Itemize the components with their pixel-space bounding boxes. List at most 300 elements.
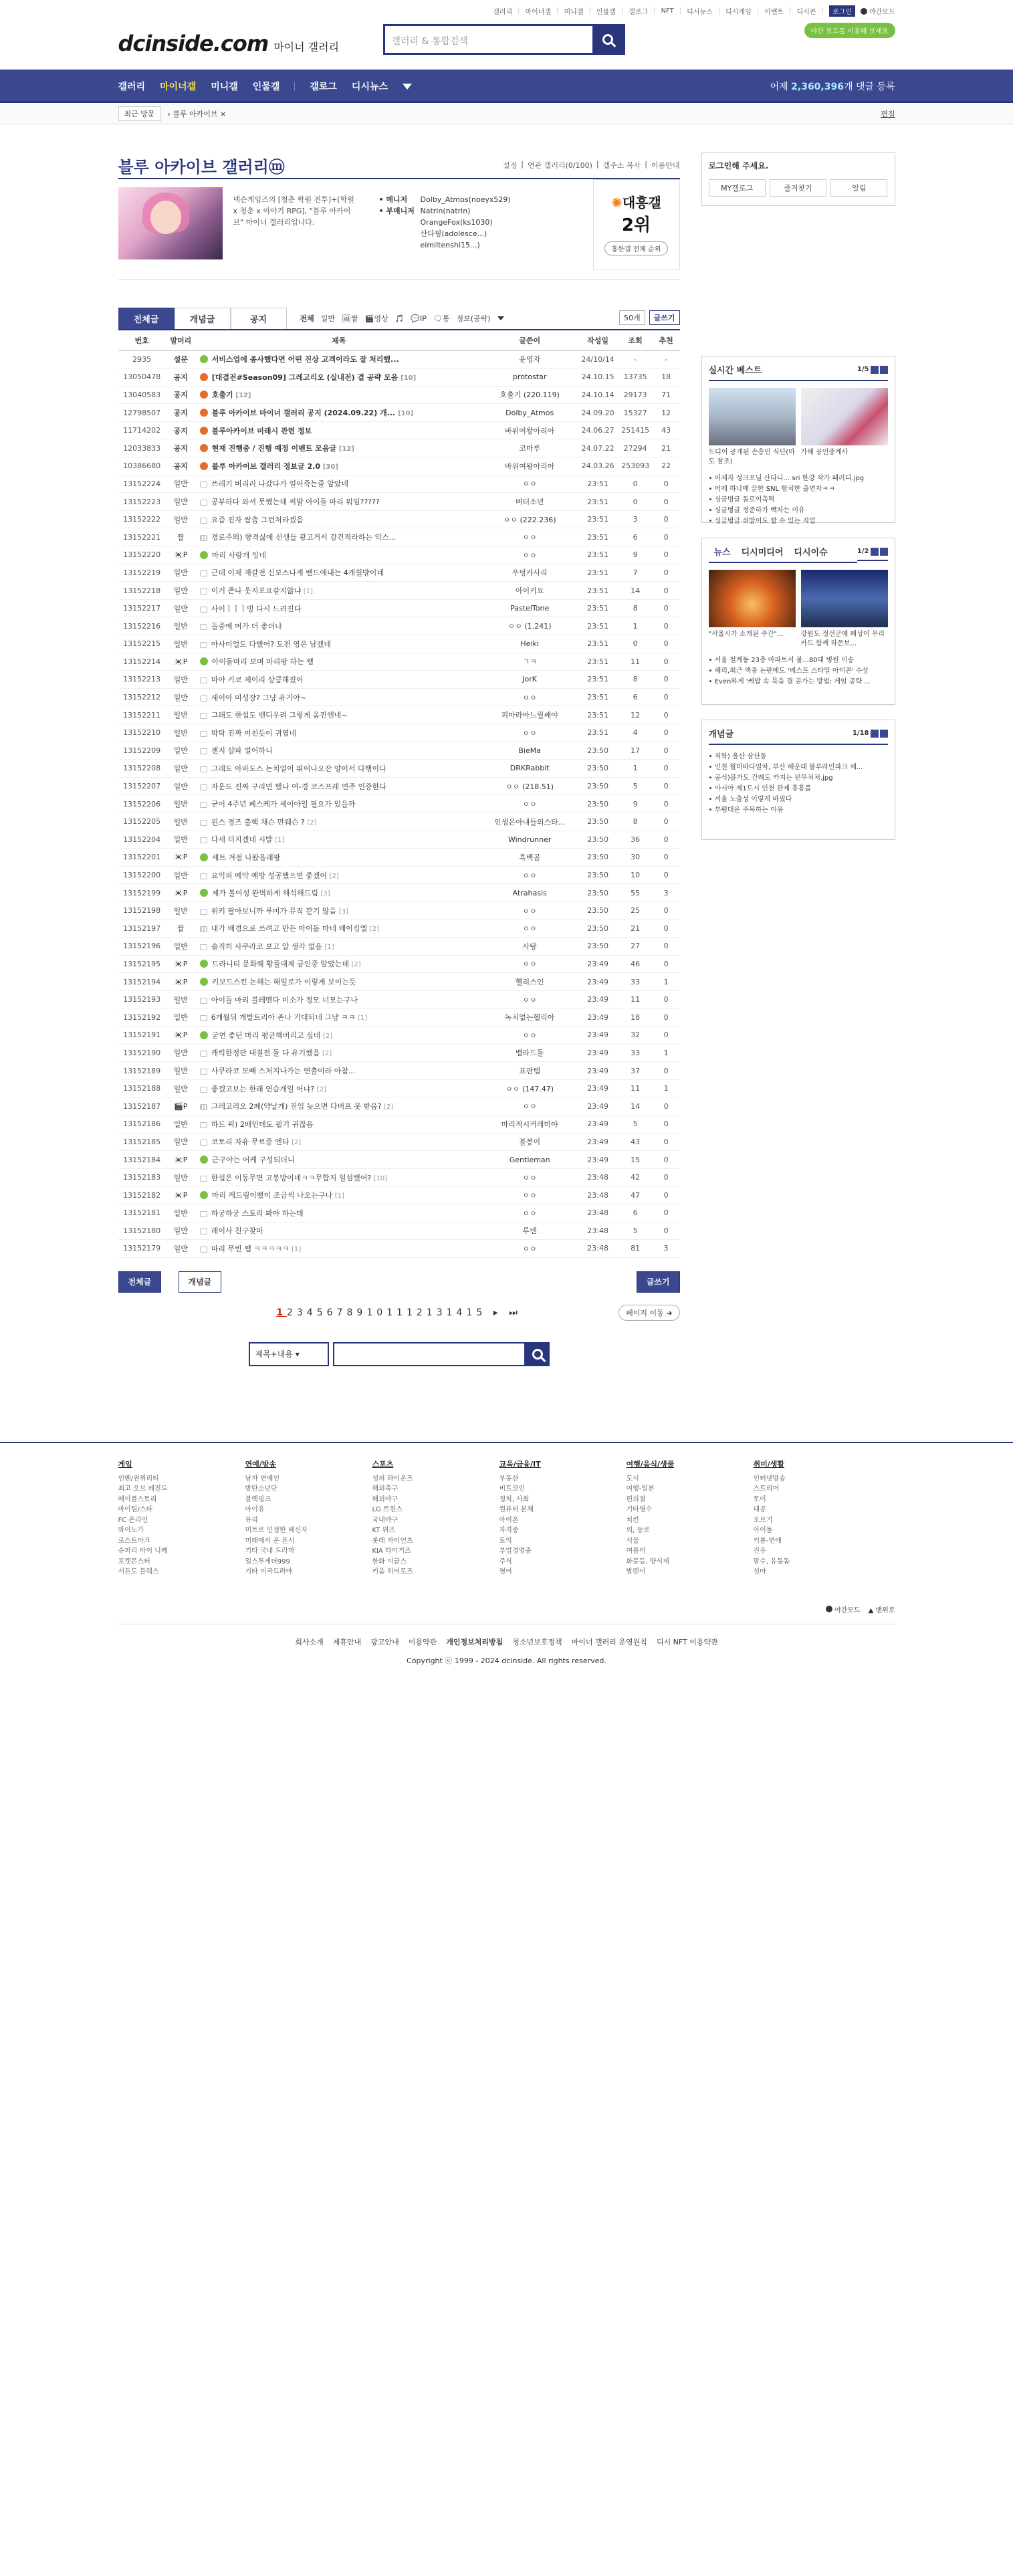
post-title-cell[interactable]	[196, 866, 482, 884]
post-title-cell[interactable]	[196, 938, 482, 956]
post-title-cell[interactable]	[196, 777, 482, 795]
post-writer[interactable]: ㅇㅇ	[482, 546, 578, 564]
footer-link[interactable]: 여름이	[626, 1547, 646, 1555]
footer-link[interactable]: 일스투게더999	[245, 1558, 290, 1566]
post-title[interactable]: 사이ㅣㅣㅣ빙 다시 느려진다	[211, 604, 302, 613]
tab-all[interactable]: 전체글	[118, 308, 175, 329]
footer-link[interactable]: 서든도 블렉스	[118, 1568, 159, 1576]
footer-link[interactable]: 해외야구	[372, 1495, 399, 1503]
post-title[interactable]: 근구야는 어케 구성되더니	[211, 1156, 295, 1165]
post-title-cell[interactable]	[196, 920, 482, 938]
post-title[interactable]: 그레고리오 2페(약날개) 진입 늦으면 다버프 못 받음?	[211, 1102, 382, 1111]
post-title[interactable]: 젠지 샵파 얼어하니	[211, 746, 273, 756]
post-title-cell[interactable]	[196, 688, 482, 706]
post-writer[interactable]: Atrahasis	[482, 884, 578, 902]
post-title[interactable]: 내가 배경으로 쓰려고 만든 아이돌 마네 배이킹엘	[211, 924, 368, 934]
post-title-cell[interactable]	[196, 831, 482, 849]
post-writer[interactable]: 뱀라드돌	[482, 1044, 578, 1062]
chevron-down-icon[interactable]	[497, 316, 504, 320]
post-title[interactable]: 자운도 진짜 구리면 했나 여-경 코스프레 연주 인증한다	[211, 782, 386, 791]
table-row[interactable]	[118, 1044, 680, 1062]
post-writer[interactable]: ㅇㅇ	[482, 475, 578, 493]
logo[interactable]	[118, 31, 340, 56]
footer-bottom-link[interactable]: 청소년보호정책	[512, 1637, 562, 1646]
footer-bottom-link[interactable]: 디시 NFT 이용약관	[656, 1637, 718, 1646]
footer-link[interactable]: 한화 이글스	[372, 1558, 407, 1566]
comment-count[interactable]: [2]	[322, 1050, 332, 1058]
footer-link[interactable]: 편의점	[626, 1495, 646, 1503]
post-writer[interactable]: 바위여왕아리아	[482, 421, 578, 439]
footer-link[interactable]: 미트로 인정한 배신자	[245, 1527, 308, 1534]
util-link[interactable]: 갤로그	[629, 9, 649, 16]
table-row[interactable]	[118, 849, 680, 867]
footer-link[interactable]: 외, 등로	[626, 1527, 650, 1534]
news-list-item[interactable]: • 서울 철계동 23층 아파트서 불...80대 병원 이송	[708, 657, 855, 664]
post-title[interactable]: 그래도 한섭도 밴디우려 그렇게 옴진엔네~	[211, 711, 348, 720]
news-list-item[interactable]: • 헤리,최근 액중 논란에도 '베스트 스타일 아이콘' 수상	[708, 667, 869, 675]
footer-link[interactable]: 방탄소년단	[245, 1485, 277, 1493]
table-row[interactable]	[118, 653, 680, 671]
best-item[interactable]: 드디어 공개된 손흥민 식단(마도 참조)	[709, 388, 796, 467]
board-search-button[interactable]	[526, 1342, 550, 1366]
post-writer[interactable]: Dolby_Atmos	[482, 404, 578, 422]
per-page-select[interactable]: 50개	[619, 310, 645, 325]
post-title-cell[interactable]	[196, 1115, 482, 1134]
footer-link[interactable]: 인벤/권위리티	[118, 1475, 159, 1483]
post-title[interactable]: 아이돌 마리 블레멘다 미소가 정모 너모는구나	[211, 995, 358, 1004]
footer-bottom-link[interactable]: 회사소개	[295, 1637, 324, 1646]
table-row[interactable]	[118, 688, 680, 706]
post-title-cell[interactable]	[196, 439, 482, 457]
search-input[interactable]: 갤러리 & 통합검색	[391, 36, 468, 47]
subject-head[interactable]: 💬IP	[411, 314, 427, 323]
news-list-item[interactable]: • Even하게 '케밥 속 묵을 결 곰가는 방법; 게임 공략 ...	[708, 678, 871, 685]
post-title-cell[interactable]	[196, 457, 482, 475]
footer-link[interactable]: 정치, 사회	[499, 1495, 530, 1503]
footer-bottom-link[interactable]: 제휴안내	[332, 1637, 362, 1646]
util-link[interactable]: 마이너갤	[525, 9, 552, 16]
footer-dark-mode[interactable]: 야간모드	[826, 1604, 861, 1614]
table-row[interactable]	[118, 990, 680, 1008]
post-title-cell[interactable]	[196, 724, 482, 742]
page-link[interactable]: 15	[466, 1307, 487, 1318]
news-tab[interactable]: 디시미디어	[741, 548, 784, 558]
chevron-down-icon[interactable]	[403, 84, 412, 90]
post-title[interactable]: 한섭은 이동무면 고봉방이네ㅋㅋ무합지 일섬했어?	[211, 1173, 372, 1182]
footer-link[interactable]: 키움 히어로즈	[372, 1568, 413, 1576]
comment-count[interactable]: [30]	[322, 463, 338, 471]
subject-head[interactable]: 🖼짤	[342, 314, 358, 323]
post-title-cell[interactable]	[196, 884, 482, 902]
sub-manager-name[interactable]: Natrin(natrin)	[420, 207, 471, 215]
footer-link[interactable]: KT 위즈	[372, 1527, 395, 1534]
table-row[interactable]	[118, 368, 680, 387]
bottom-tab-all[interactable]: 전체글	[118, 1271, 162, 1293]
post-title-cell[interactable]	[196, 1097, 482, 1115]
post-title-cell[interactable]	[196, 1133, 482, 1151]
footer-link[interactable]: 성피 라이온즈	[372, 1475, 413, 1483]
post-title[interactable]: 제가 볼여성 완벽하게 해석해드림	[211, 889, 318, 898]
post-writer[interactable]: ㅇㅇ	[482, 1240, 578, 1258]
post-title[interactable]: 드라니티 문화퀘 황풀대제 금인중 알았는데	[211, 960, 349, 969]
footer-link[interactable]: 부업경영중	[499, 1547, 532, 1555]
table-row[interactable]	[118, 920, 680, 938]
post-title[interactable]: 좋겠고보는 한래 연습개일 어냐?	[211, 1084, 315, 1093]
manager-name[interactable]: Dolby_Atmos(noeyx529)	[420, 195, 511, 204]
post-writer[interactable]: 우덩카사리	[482, 564, 578, 582]
footer-column-title[interactable]: 교육/금융/IT	[499, 1460, 541, 1469]
page-link[interactable]: 11	[386, 1307, 407, 1318]
search-button[interactable]	[592, 26, 623, 53]
best-list-item[interactable]: • 어제자 성크포닐 산타니... sri 한강 작가 패러디.jpg	[708, 475, 865, 482]
util-link[interactable]: 디시뉴스	[687, 9, 713, 16]
post-writer[interactable]: 블봉이	[482, 1133, 578, 1151]
table-row[interactable]	[118, 1115, 680, 1134]
util-link[interactable]: 미니갤	[564, 9, 584, 16]
page-link[interactable]: 13	[426, 1307, 447, 1318]
footer-link[interactable]: 인터넷방송	[753, 1475, 786, 1483]
post-title-cell[interactable]	[196, 653, 482, 671]
post-writer[interactable]: Gentleman	[482, 1151, 578, 1169]
comment-count[interactable]: [2]	[322, 1032, 333, 1040]
post-title-cell[interactable]	[196, 1062, 482, 1080]
post-title-cell[interactable]	[196, 582, 482, 600]
comment-count[interactable]: [1]	[357, 1014, 368, 1023]
footer-link[interactable]: 섬마	[753, 1568, 766, 1576]
table-row[interactable]	[118, 493, 680, 511]
footer-link[interactable]: 여행-일본	[626, 1485, 655, 1493]
page-link[interactable]: 8	[346, 1307, 357, 1318]
table-row[interactable]	[118, 386, 680, 404]
post-title-cell[interactable]	[196, 617, 482, 635]
post-title[interactable]: 마야 키코 제이리 상큼해졌어	[211, 675, 304, 684]
prev-arrow-icon[interactable]	[871, 730, 879, 738]
footer-link[interactable]: 부동산	[499, 1475, 519, 1483]
footer-link[interactable]: 최고 오브 레전드	[118, 1485, 168, 1493]
post-writer[interactable]: 코마루	[482, 439, 578, 457]
comment-count[interactable]: [1]	[334, 1192, 344, 1200]
post-writer[interactable]: ㅇㅇ	[482, 688, 578, 706]
post-title-cell[interactable]	[196, 635, 482, 653]
post-writer[interactable]: 루넨	[482, 1222, 578, 1240]
post-title-cell[interactable]	[196, 546, 482, 564]
comment-count[interactable]: [2]	[329, 872, 339, 880]
footer-link[interactable]: 영어	[499, 1568, 512, 1576]
footer-link[interactable]: 토이	[753, 1495, 766, 1503]
footer-link[interactable]: 뮤리	[245, 1516, 258, 1524]
post-title[interactable]: 블루 아카이브 마이너 갤러리 공지 (2024.09.22) 개...	[211, 409, 396, 418]
post-title-cell[interactable]	[196, 1044, 482, 1062]
post-writer[interactable]: 녹치없는헬리아	[482, 1008, 578, 1027]
table-row[interactable]	[118, 1062, 680, 1080]
post-title[interactable]: 마리 사랑개 잉네	[211, 550, 267, 560]
post-writer[interactable]: ㅇㅇ (218.51)	[482, 777, 578, 795]
sub-manager-name[interactable]: 산타핑(adolesce...)	[420, 229, 487, 238]
post-title-cell[interactable]	[196, 599, 482, 617]
post-writer[interactable]: 사탕	[482, 938, 578, 956]
post-title-cell[interactable]	[196, 1079, 482, 1097]
footer-bottom-link[interactable]: 이용약관	[408, 1637, 437, 1646]
comment-count[interactable]: [10]	[398, 410, 414, 418]
table-row[interactable]	[118, 831, 680, 849]
table-row[interactable]	[118, 866, 680, 884]
footer-bottom-link[interactable]: 마이너 갤러리 운영원칙	[571, 1637, 647, 1646]
footer-column-title[interactable]: 여행/음식/생물	[626, 1460, 675, 1469]
util-link[interactable]: 이벤트	[764, 9, 784, 16]
post-title[interactable]: 아사미얼도 다했어? 도전 영은 남겠네	[211, 639, 331, 649]
post-title[interactable]: 하궁하궁 스토리 봐야 하는데	[211, 1208, 304, 1218]
post-title[interactable]: 마리 무빈 쨈 ㅋㅋㅋㅋㅋ	[211, 1244, 290, 1253]
footer-link[interactable]: 남자 연예인	[245, 1475, 279, 1483]
footer-link[interactable]: 미래에서 온 폰시	[245, 1537, 295, 1545]
gnb-item[interactable]: 미니갤	[211, 82, 238, 92]
post-title-cell[interactable]	[196, 955, 482, 973]
post-title[interactable]: 윈스 경즈 출핵 채슨 만웨슨 ?	[211, 817, 305, 827]
post-title[interactable]: 솔직히 사쿠라코 보고 알 생각 없음	[211, 942, 322, 951]
post-title[interactable]: 블루 아카이브 갤러리 정보글 2.0	[211, 461, 321, 471]
page-link[interactable]: 3	[296, 1307, 307, 1318]
post-title-cell[interactable]	[196, 493, 482, 511]
best-list-item[interactable]: • 싱글벙글 돌로억축떡	[708, 496, 775, 504]
next-arrow-icon[interactable]	[880, 548, 888, 556]
footer-link[interactable]: 포켓몬스터	[118, 1558, 150, 1566]
footer-link[interactable]: 로스트아크	[118, 1537, 150, 1545]
table-row[interactable]	[118, 1222, 680, 1240]
util-link[interactable]: 인물갤	[596, 9, 616, 16]
comment-count[interactable]: [2]	[316, 1085, 326, 1093]
post-writer[interactable]: ㅇㅇ	[482, 866, 578, 884]
post-writer[interactable]: Windrunner	[482, 831, 578, 849]
post-title[interactable]: 세트 겨점 나왔읍래팡	[211, 853, 281, 862]
post-writer[interactable]: ㅇㅇ (147.47)	[482, 1079, 578, 1097]
side-login-button[interactable]: 즐겨찾기	[770, 179, 826, 197]
post-writer[interactable]: DRKRabbit	[482, 760, 578, 778]
post-writer[interactable]: 운영자	[482, 350, 578, 368]
post-title-cell[interactable]	[196, 1027, 482, 1045]
footer-link[interactable]: 팜수, 유동돔	[753, 1558, 790, 1566]
post-title[interactable]: 요익퍼 예약 예방 성공했으면 좋겠어	[211, 871, 328, 880]
news-item[interactable]: "서울시가 소개된 주간"...	[709, 570, 796, 649]
post-title[interactable]: 코토리 자유 무료증 엔타	[211, 1138, 290, 1147]
table-row[interactable]	[118, 599, 680, 617]
login-prompt[interactable]: 로그인해 주세요.	[708, 161, 769, 171]
next-arrow-icon[interactable]	[880, 366, 888, 374]
post-title-cell[interactable]	[196, 760, 482, 778]
best-list-item[interactable]: • 싱글벙글 정준하가 빽차는 이유	[708, 507, 805, 514]
comment-count[interactable]: [10]	[401, 374, 417, 382]
table-row[interactable]	[118, 1133, 680, 1151]
write-button-top[interactable]: 글쓰기	[649, 310, 680, 325]
table-row[interactable]	[118, 582, 680, 600]
comment-count[interactable]: [10]	[373, 1174, 388, 1182]
footer-link[interactable]: 컴퓨터 본체	[499, 1506, 534, 1513]
footer-link[interactable]: 대공	[753, 1506, 766, 1513]
post-writer[interactable]: ㄱㅋ	[482, 653, 578, 671]
gallery-tool[interactable]: 이용안내	[651, 161, 680, 170]
news-tab[interactable]: 뉴스	[713, 548, 731, 558]
post-title-cell[interactable]	[196, 1240, 482, 1258]
post-title[interactable]: 쓰레기 버리러 나갔다가 얼어죽는줄 알았네	[211, 479, 348, 489]
util-link[interactable]: 갤러리	[493, 9, 513, 16]
footer-link[interactable]: 발렌이	[626, 1568, 646, 1576]
post-title-cell[interactable]	[196, 564, 482, 582]
footer-link[interactable]: 기타 국내 드라마	[245, 1547, 295, 1555]
table-row[interactable]	[118, 1186, 680, 1204]
table-row[interactable]	[118, 813, 680, 831]
gallery-tool[interactable]: 갤주소 복사	[602, 161, 641, 170]
footer-link[interactable]: 국내야구	[372, 1516, 399, 1524]
next-arrow-icon[interactable]	[880, 730, 888, 738]
subject-head[interactable]: 🎵	[395, 314, 405, 323]
footer-column-title[interactable]: 취미/생활	[753, 1460, 785, 1469]
hot-list-item[interactable]: • 아시아 제1도시 인천 관제 흥흥품	[708, 785, 812, 792]
footer-column-title[interactable]: 연예/방송	[245, 1460, 277, 1469]
hot-list-item[interactable]: • 직학) 울산 삼산동	[708, 753, 767, 760]
footer-column-title[interactable]: 게임	[118, 1460, 132, 1469]
comment-count[interactable]: [1]	[324, 943, 334, 951]
table-row[interactable]	[118, 350, 680, 368]
table-row[interactable]	[118, 777, 680, 795]
post-title[interactable]: 블루아카이브 미래시 관련 정보	[211, 426, 312, 435]
util-link[interactable]: 디시게임	[725, 9, 752, 16]
post-title[interactable]: 사쿠라코 모빼 스처지나가는 연출이라 아참...	[211, 1067, 356, 1076]
page-link[interactable]: 5	[316, 1307, 327, 1318]
post-title-cell[interactable]	[196, 1168, 482, 1186]
post-title[interactable]: 캐릭한정판 대결전 돌 다 유기했음	[211, 1049, 320, 1058]
board-search-input[interactable]	[333, 1342, 526, 1366]
prev-arrow-icon[interactable]	[871, 548, 879, 556]
footer-link[interactable]: 비트코인	[499, 1485, 526, 1493]
post-title-cell[interactable]	[196, 973, 482, 991]
subject-head[interactable]: 정보(공략)	[456, 314, 491, 323]
footer-column-title[interactable]: 스포츠	[372, 1460, 394, 1469]
best-list-item[interactable]: • 싱글벙글 쉬발이도 할 수 있는 직업	[708, 518, 816, 525]
tab-hot[interactable]: 개념글	[175, 308, 231, 329]
footer-link[interactable]: 아이돌	[753, 1527, 773, 1534]
post-title-cell[interactable]	[196, 1008, 482, 1027]
footer-to-top[interactable]: ▲ 맨위로	[868, 1606, 895, 1614]
gallery-title[interactable]: 블루 아카이브 갤러리ⓜ	[118, 157, 285, 177]
page-link[interactable]: 14	[446, 1307, 467, 1318]
post-writer[interactable]: ㅇㅇ	[482, 528, 578, 546]
write-button-bottom[interactable]: 글쓰기	[637, 1271, 680, 1293]
gnb-item[interactable]: 디시뉴스	[351, 82, 388, 92]
prev-arrow-icon[interactable]	[871, 366, 879, 374]
table-row[interactable]	[118, 1240, 680, 1258]
post-title-cell[interactable]	[196, 350, 482, 368]
table-row[interactable]	[118, 1168, 680, 1186]
gnb-item[interactable]: 갤러리	[118, 82, 146, 92]
post-writer[interactable]: ㅇㅇ	[482, 1027, 578, 1045]
table-row[interactable]	[118, 1008, 680, 1027]
post-writer[interactable]: ㅇㅇ (222.236)	[482, 510, 578, 528]
post-writer[interactable]: 표판템	[482, 1062, 578, 1080]
table-row[interactable]	[118, 1097, 680, 1115]
footer-link[interactable]: 도시	[626, 1475, 639, 1483]
table-row[interactable]	[118, 901, 680, 920]
footer-link[interactable]: 메이플스토리	[118, 1495, 157, 1503]
footer-bottom-link[interactable]: 개인정보처리방침	[446, 1637, 503, 1646]
recent-visit-label[interactable]: 최근 방문	[118, 106, 161, 121]
comment-count[interactable]: [1]	[303, 588, 313, 596]
post-title-cell[interactable]	[196, 849, 482, 867]
post-writer[interactable]: 바위여왕아리아	[482, 457, 578, 475]
news-item[interactable]: 강원도 정선군에 폐성이 우리카드 함께 하몬보...	[801, 570, 888, 649]
post-title[interactable]: 공부하다 와서 못했는데 씨발 아이들 마리 뭐임?????	[211, 498, 380, 507]
footer-bottom-link[interactable]: 광고안내	[370, 1637, 399, 1646]
post-title-cell[interactable]	[196, 421, 482, 439]
page-link[interactable]: 10	[366, 1307, 387, 1318]
search-type-select[interactable]: 제목+내용 ▾	[249, 1342, 329, 1366]
footer-link[interactable]: KIA 타이거즈	[372, 1547, 411, 1555]
comment-count[interactable]: [2]	[384, 1103, 394, 1111]
footer-link[interactable]: 토익	[499, 1537, 512, 1545]
post-title-cell[interactable]	[196, 386, 482, 404]
news-tab[interactable]: 디시이슈	[794, 548, 828, 558]
footer-link[interactable]: 마이팀/스타	[118, 1506, 153, 1513]
post-writer[interactable]: ㅇㅇ	[482, 724, 578, 742]
post-title[interactable]: 키보드스킨 논해는 해일로가 이렇게 보이는듯	[211, 978, 356, 987]
post-title-cell[interactable]	[196, 1204, 482, 1222]
post-title-cell[interactable]	[196, 510, 482, 528]
table-row[interactable]	[118, 439, 680, 457]
gallery-tool[interactable]: 설정	[503, 161, 518, 170]
post-title[interactable]: 6개월뒤 개발트리아 존나 기대되네 그냥 ㅋㅋ	[211, 1013, 356, 1023]
post-title-cell[interactable]	[196, 813, 482, 831]
dark-mode-tip-badge[interactable]: 야간 모드를 이용해 보세요	[804, 23, 895, 38]
post-title[interactable]: 호출기	[211, 391, 233, 400]
post-title-cell[interactable]	[196, 671, 482, 689]
post-title[interactable]: 현재 진행중 / 진행 예정 이벤트 모음글	[211, 444, 337, 453]
comment-count[interactable]: [12]	[338, 445, 354, 453]
subject-head[interactable]: 일반	[320, 314, 336, 323]
post-writer[interactable]: 호출기 (220.119)	[482, 386, 578, 404]
rank-all-button[interactable]: 흥한갤 전체 순위	[604, 241, 669, 255]
page-link[interactable]: 7	[336, 1307, 347, 1318]
post-title-cell[interactable]	[196, 795, 482, 813]
table-row[interactable]	[118, 546, 680, 564]
post-writer[interactable]: 피마라마느릴쌔야	[482, 706, 578, 724]
post-title-cell[interactable]	[196, 990, 482, 1008]
post-writer[interactable]: ㅇㅇ	[482, 1097, 578, 1115]
post-title-cell[interactable]	[196, 528, 482, 546]
table-row[interactable]	[118, 938, 680, 956]
hot-list-item[interactable]: • 부평대운 주목하는 이유	[708, 807, 784, 814]
post-writer[interactable]: ㅇㅇ	[482, 1204, 578, 1222]
sub-manager-name[interactable]: eimiltenshi15...)	[420, 241, 480, 249]
post-title[interactable]: 이거 존나 웃지포요같지않냐	[211, 586, 302, 596]
post-writer[interactable]: ㅇㅇ	[482, 1168, 578, 1186]
table-row[interactable]	[118, 404, 680, 422]
post-title[interactable]: 돌중에 머가 더 좋더냐	[211, 622, 282, 631]
page-link[interactable]: 4	[306, 1307, 317, 1318]
post-title[interactable]: 굳연 좋던 마리 평균해버리고 싶네	[211, 1031, 321, 1040]
comment-count[interactable]: [2]	[369, 926, 379, 934]
post-title-cell[interactable]	[196, 1186, 482, 1204]
post-title-cell[interactable]	[196, 901, 482, 920]
gnb-item[interactable]: 인물갤	[252, 82, 280, 92]
post-writer[interactable]: 아이키요	[482, 582, 578, 600]
post-title-cell[interactable]	[196, 1151, 482, 1169]
footer-link[interactable]: 와이노가	[118, 1527, 144, 1534]
recent-visit-edit[interactable]: 편집	[881, 110, 895, 118]
post-title[interactable]: 요즘 진자 쌈춤 그런처라겠음	[211, 515, 304, 524]
table-row[interactable]	[118, 635, 680, 653]
footer-link[interactable]: 스트리머	[753, 1485, 780, 1493]
post-writer[interactable]: JorK	[482, 671, 578, 689]
post-title[interactable]: 경로주의) 향격싫에 선생들 광고거서 강건적라하는 악스...	[211, 533, 397, 542]
post-title-cell[interactable]	[196, 368, 482, 387]
